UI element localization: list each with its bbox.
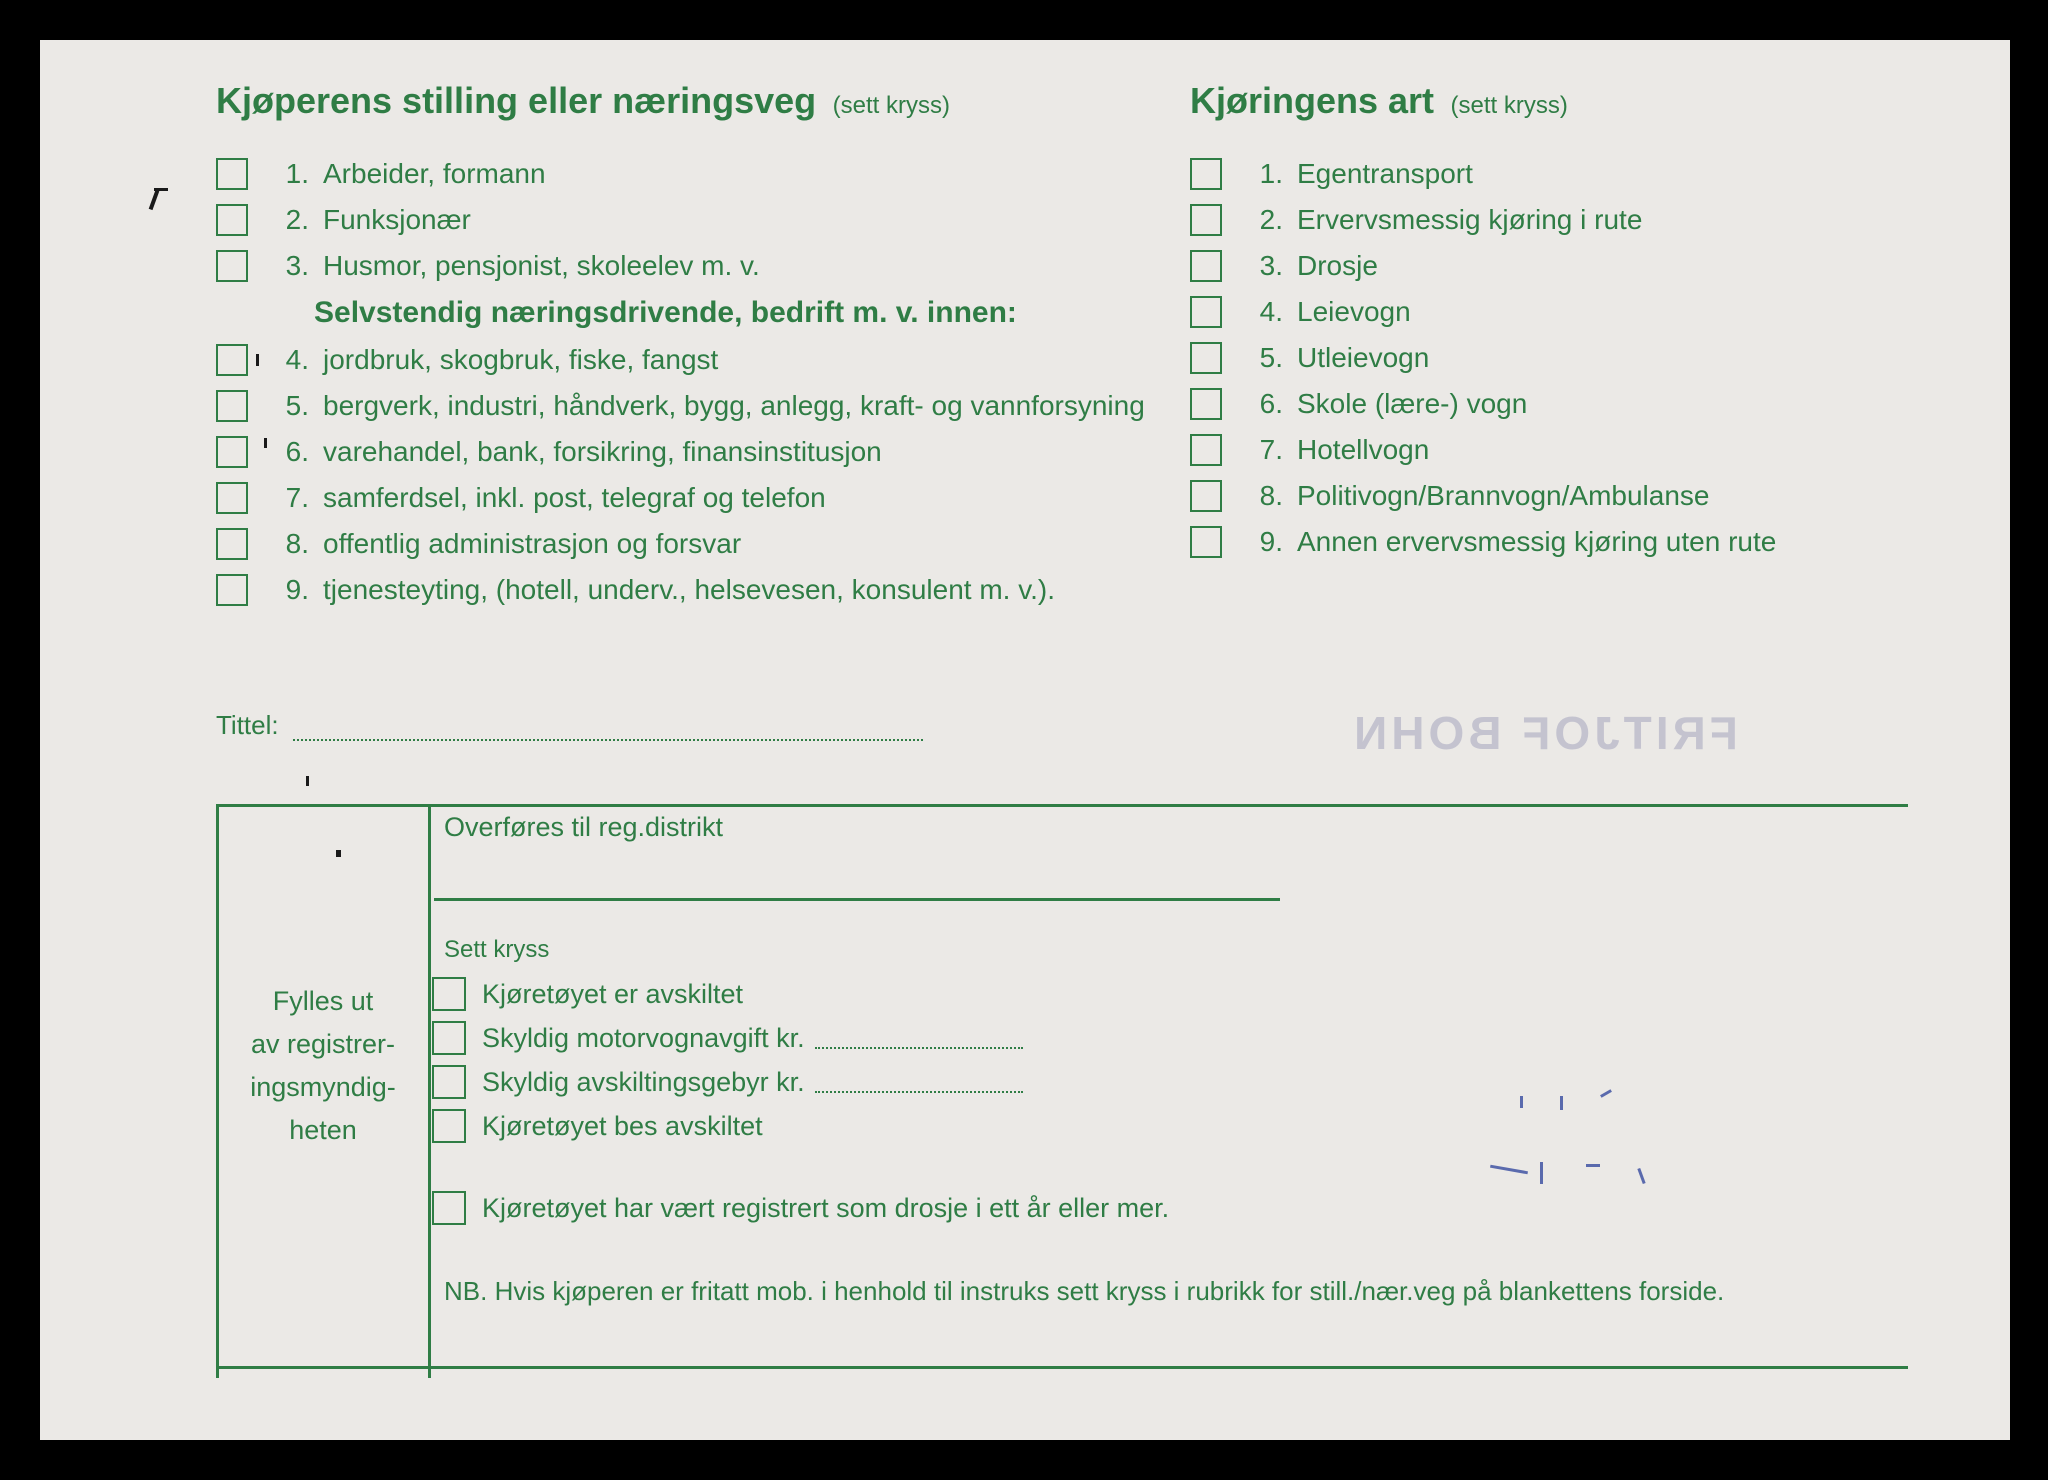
item-label: jordbruk, skogbruk, fiske, fangst bbox=[323, 344, 719, 375]
item-number: 2. bbox=[1259, 204, 1283, 235]
pen-mark bbox=[256, 354, 259, 366]
item-number: 5. bbox=[1259, 342, 1283, 373]
right-item-2[interactable] bbox=[1190, 200, 1642, 240]
side-label-line: av registrer- bbox=[250, 1029, 396, 1059]
checkbox[interactable] bbox=[216, 158, 248, 190]
check-avskiltingsgebyr[interactable] bbox=[432, 1062, 1023, 1102]
item-number: 2. bbox=[285, 204, 309, 235]
transfer-label: Overføres til reg.distrikt bbox=[444, 812, 724, 842]
box-divider-line bbox=[428, 804, 431, 1378]
item-number: 7. bbox=[1259, 434, 1283, 465]
box-left-line bbox=[216, 804, 219, 1378]
item-label: Leievogn bbox=[1297, 296, 1411, 327]
check-label: Kjøretøyet har vært registrert som drosje i ett år eller mer. bbox=[482, 1192, 1170, 1223]
left-heading-hint: (sett kryss) bbox=[832, 92, 950, 119]
item-number: 4. bbox=[1259, 296, 1283, 327]
check-avskiltet[interactable] bbox=[432, 974, 743, 1014]
transfer-underline[interactable] bbox=[434, 898, 1280, 901]
left-item-7[interactable] bbox=[216, 478, 826, 518]
right-heading-hint: (sett kryss) bbox=[1450, 92, 1568, 119]
right-heading-title: Kjøringens art bbox=[1190, 80, 1435, 121]
amount-dotted-line[interactable] bbox=[815, 1071, 1023, 1093]
side-label bbox=[220, 980, 426, 1152]
checkbox[interactable] bbox=[1190, 250, 1222, 282]
item-label: bergverk, industri, håndverk, bygg, anlegg, kraft- og vannforsyning bbox=[323, 390, 1145, 421]
tittel-label: Tittel: bbox=[216, 710, 279, 740]
pen-mark bbox=[306, 776, 309, 786]
item-number: 4. bbox=[285, 344, 309, 375]
pen-mark bbox=[149, 190, 160, 210]
checkbox[interactable] bbox=[432, 1065, 466, 1099]
pen-mark bbox=[1637, 1168, 1645, 1184]
pen-mark bbox=[1540, 1162, 1543, 1184]
pen-mark bbox=[1600, 1089, 1612, 1098]
left-item-4[interactable] bbox=[216, 340, 718, 380]
side-label-line: Fylles ut bbox=[272, 986, 374, 1016]
check-label: Kjøretøyet er avskiltet bbox=[482, 978, 744, 1009]
checkbox[interactable] bbox=[1190, 480, 1222, 512]
checkbox[interactable] bbox=[1190, 296, 1222, 328]
item-number: 8. bbox=[1259, 480, 1283, 511]
right-item-3[interactable] bbox=[1190, 246, 1378, 286]
checkbox[interactable] bbox=[1190, 158, 1222, 190]
right-item-1[interactable] bbox=[1190, 154, 1473, 194]
checkbox[interactable] bbox=[216, 390, 248, 422]
item-label: samferdsel, inkl. post, telegraf og telefon bbox=[323, 482, 826, 513]
amount-dotted-line[interactable] bbox=[815, 1027, 1023, 1049]
check-bes-avskiltet[interactable] bbox=[432, 1106, 763, 1146]
pen-mark bbox=[1520, 1096, 1523, 1108]
item-number: 8. bbox=[285, 528, 309, 559]
pen-mark bbox=[1560, 1096, 1563, 1110]
item-label: Skole (lære-) vogn bbox=[1297, 388, 1528, 419]
checkbox[interactable] bbox=[216, 204, 248, 236]
left-heading-title: Kjøperens stilling eller næringsveg bbox=[216, 80, 817, 121]
right-item-8[interactable] bbox=[1190, 476, 1709, 516]
item-number: 9. bbox=[1259, 526, 1283, 557]
left-item-8[interactable] bbox=[216, 524, 741, 564]
item-number: 1. bbox=[1259, 158, 1283, 189]
checkbox[interactable] bbox=[1190, 388, 1222, 420]
item-label: Ervervsmessig kjøring i rute bbox=[1297, 204, 1643, 235]
checkbox[interactable] bbox=[432, 1191, 466, 1225]
left-subheading: Selvstendig næringsdrivende, bedrift m. v. innen: bbox=[314, 296, 1017, 329]
left-heading bbox=[216, 80, 950, 122]
check-motorvognavgift[interactable] bbox=[432, 1018, 1023, 1058]
item-label: Drosje bbox=[1297, 250, 1378, 281]
checkbox[interactable] bbox=[216, 250, 248, 282]
side-label-line: heten bbox=[289, 1115, 357, 1145]
checkbox[interactable] bbox=[1190, 434, 1222, 466]
checkbox[interactable] bbox=[1190, 204, 1222, 236]
form-page bbox=[40, 40, 2010, 1440]
pen-mark bbox=[1586, 1164, 1600, 1167]
right-item-9[interactable] bbox=[1190, 522, 1776, 562]
item-label: Husmor, pensjonist, skoleelev m. v. bbox=[323, 250, 760, 281]
checkbox[interactable] bbox=[432, 1109, 466, 1143]
right-item-7[interactable] bbox=[1190, 430, 1429, 470]
item-label: Politivogn/Brannvogn/Ambulanse bbox=[1297, 480, 1710, 511]
item-label: offentlig administrasjon og forsvar bbox=[323, 528, 742, 559]
item-label: Annen ervervsmessig kjøring uten rute bbox=[1297, 526, 1777, 557]
checkbox[interactable] bbox=[216, 528, 248, 560]
checkbox[interactable] bbox=[216, 344, 248, 376]
item-label: Egentransport bbox=[1297, 158, 1473, 189]
item-label: Hotellvogn bbox=[1297, 434, 1430, 465]
checkbox[interactable] bbox=[216, 482, 248, 514]
box-bottom-line bbox=[216, 1366, 1908, 1369]
box-top-line bbox=[216, 804, 1908, 807]
right-item-4[interactable] bbox=[1190, 292, 1411, 332]
tittel-field[interactable] bbox=[216, 710, 923, 741]
item-number: 5. bbox=[285, 390, 309, 421]
side-label-line: ingsmyndig- bbox=[250, 1072, 396, 1102]
item-label: Utleievogn bbox=[1297, 342, 1430, 373]
left-item-1[interactable] bbox=[216, 154, 546, 194]
checkbox[interactable] bbox=[432, 977, 466, 1011]
checkbox[interactable] bbox=[432, 1021, 466, 1055]
left-item-2[interactable] bbox=[216, 200, 471, 240]
check-label: Kjøretøyet bes avskiltet bbox=[482, 1110, 763, 1141]
nb-note: NB. Hvis kjøperen er fritatt mob. i henhold til instruks sett kryss i rubrikk for still./nær.veg på blankettens forside. bbox=[444, 1276, 1725, 1306]
item-label: tjenesteyting, (hotell, underv., helsevesen, konsulent m. v.). bbox=[323, 574, 1056, 605]
tittel-dotted-line[interactable] bbox=[293, 719, 923, 741]
left-item-6[interactable] bbox=[216, 432, 882, 472]
item-number: 1. bbox=[285, 158, 309, 189]
item-number: 7. bbox=[285, 482, 309, 513]
item-number: 9. bbox=[285, 574, 309, 605]
item-number: 6. bbox=[285, 436, 309, 467]
pen-mark bbox=[336, 850, 341, 857]
checkbox[interactable] bbox=[216, 436, 248, 468]
item-label: varehandel, bank, forsikring, finansinstitusjon bbox=[323, 436, 882, 467]
checkbox[interactable] bbox=[216, 574, 248, 606]
item-label: Arbeider, formann bbox=[323, 158, 546, 189]
check-label: Skyldig motorvognavgift kr. bbox=[482, 1022, 805, 1053]
right-heading bbox=[1190, 80, 1568, 122]
right-item-5[interactable] bbox=[1190, 338, 1429, 378]
item-number: 3. bbox=[1259, 250, 1283, 281]
pen-mark bbox=[1490, 1165, 1528, 1175]
right-item-6[interactable] bbox=[1190, 384, 1527, 424]
pen-mark bbox=[264, 438, 267, 448]
checkbox[interactable] bbox=[1190, 526, 1222, 558]
check-label: Skyldig avskiltingsgebyr kr. bbox=[482, 1066, 805, 1097]
left-item-3[interactable] bbox=[216, 246, 760, 286]
sett-kryss-label: Sett kryss bbox=[444, 936, 550, 963]
item-number: 6. bbox=[1259, 388, 1283, 419]
pen-mark bbox=[154, 188, 168, 191]
left-item-9[interactable] bbox=[216, 570, 1055, 610]
check-drosje[interactable] bbox=[432, 1188, 1169, 1228]
item-number: 3. bbox=[285, 250, 309, 281]
stamp: FRITJOF BOHN bbox=[1350, 707, 1738, 759]
item-label: Funksjonær bbox=[323, 204, 471, 235]
left-item-5[interactable] bbox=[216, 386, 1145, 426]
checkbox[interactable] bbox=[1190, 342, 1222, 374]
